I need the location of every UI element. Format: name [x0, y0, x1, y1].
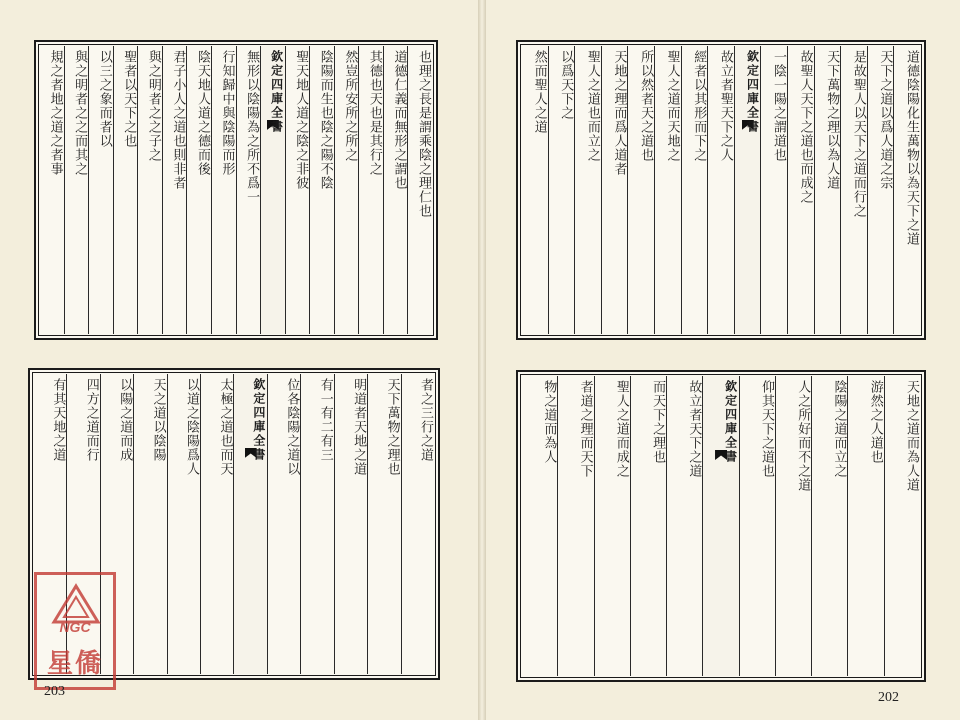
column-text: 以爲天下之 [558, 50, 574, 120]
text-column [113, 46, 138, 334]
book-heading: 欽定四庫全書 [745, 50, 760, 134]
text-column [88, 46, 113, 334]
column-text: 天下萬物之理以為人道 [824, 50, 840, 190]
text-column [787, 46, 814, 334]
column-text: 也理之長是謂乘陰之理仁也 [416, 50, 431, 218]
column-text: 陰陽之道而立之 [831, 380, 847, 478]
text-column [367, 374, 400, 674]
text-column [334, 46, 359, 334]
text-column [167, 374, 200, 674]
column-text: 道德陰陽化生萬物以為天下之道 [904, 50, 919, 246]
book-heading: 欽定四庫全書 [251, 378, 266, 462]
page-number-right: 202 [878, 690, 899, 705]
text-column [760, 46, 787, 334]
column-text: 經者以其形而下之 [691, 50, 707, 162]
column-text: 無形以陰陽為之所不爲一 [244, 50, 260, 204]
column-text: 天地之理而爲人道者 [611, 50, 627, 176]
column-text: 太極之道也而天 [217, 378, 233, 476]
column-text: 者之三行之道 [418, 378, 433, 462]
text-column [893, 46, 920, 334]
text-column [358, 46, 383, 334]
book-heading: 欽定四庫全書 [269, 50, 284, 134]
text-column [627, 46, 654, 334]
columns [522, 46, 920, 334]
column-text: 位各陰陽之道以 [284, 378, 300, 476]
column-text: 與之明者之之而其之 [72, 50, 88, 176]
stamp-chinese-text: 星僑 [46, 649, 103, 679]
left-page [0, 0, 478, 720]
text-column [594, 376, 630, 676]
text-column [601, 46, 628, 334]
column-text: 四方之道而行 [83, 378, 99, 462]
text-column [840, 46, 867, 334]
column-text: 以陽之道而成 [117, 378, 133, 462]
text-column [522, 376, 557, 676]
book-heading-column [233, 374, 266, 674]
text-column [137, 46, 162, 334]
book-heading: 欽定四庫全書 [723, 380, 738, 464]
book-heading-column [702, 376, 738, 676]
column-text: 天地之道而為人道 [904, 380, 919, 492]
text-column [300, 374, 333, 674]
text-column [236, 46, 261, 334]
column-text: 仰其天下之道也 [758, 380, 774, 478]
watermark-stamp [34, 572, 116, 690]
column-text: 而天下之理也 [650, 380, 666, 464]
text-column [707, 46, 734, 334]
text-column [133, 374, 166, 674]
text-block-right-top [516, 40, 926, 340]
column-text: 天之道以陰陽 [150, 378, 166, 462]
text-column [334, 374, 367, 674]
column-text: 聖者以天下之也 [121, 50, 137, 148]
column-text: 物之道而為人 [541, 380, 557, 464]
text-column [309, 46, 334, 334]
text-column [401, 374, 434, 674]
text-column [548, 46, 575, 334]
column-text: 是故聖人以天下之道而行之 [850, 50, 866, 218]
columns [40, 46, 432, 334]
column-text: 陰陽而生也陰之陽不陰 [317, 50, 333, 190]
text-block-left-top [34, 40, 438, 340]
column-text: 有其天地之道 [50, 378, 66, 462]
text-column [630, 376, 666, 676]
gutter [478, 0, 486, 720]
text-column [884, 376, 920, 676]
text-column [200, 374, 233, 674]
right-page [486, 0, 960, 720]
text-column [383, 46, 408, 334]
text-column [666, 376, 702, 676]
text-column [267, 374, 300, 674]
column-text: 道德仁義而無形之謂也 [391, 50, 407, 190]
column-text: 以道之陰陽爲人 [184, 378, 200, 476]
column-text: 聖天地人道之陰之非彼 [293, 50, 309, 190]
text-column [814, 46, 841, 334]
column-text: 然豈所安所之所之 [342, 50, 358, 162]
column-text: 人之所好而不之道 [795, 380, 811, 492]
column-text: 有一有二有三 [317, 378, 333, 462]
column-text: 天下萬物之理也 [384, 378, 400, 476]
text-column [211, 46, 236, 334]
text-block-right-bottom [516, 370, 926, 682]
text-column [285, 46, 310, 334]
text-column [40, 46, 64, 334]
columns [522, 376, 920, 676]
text-column [654, 46, 681, 334]
stamp-logo-text: NGC [59, 619, 91, 635]
page-number-left: 203 [44, 684, 65, 699]
column-text: 所以然者天之道也 [638, 50, 654, 162]
book-heading-column [734, 46, 761, 334]
text-column [64, 46, 89, 334]
text-column [574, 46, 601, 334]
column-text: 以三之象而者以 [96, 50, 112, 148]
text-column [681, 46, 708, 334]
text-column [186, 46, 211, 334]
column-text: 其德也天也是其行之 [366, 50, 382, 176]
text-column [811, 376, 847, 676]
column-text: 君子小人之道也則非者 [170, 50, 186, 190]
column-text: 游然之人道也 [867, 380, 883, 464]
column-text: 聖人之道也而立之 [584, 50, 600, 162]
column-text: 聖人之道而成之 [613, 380, 629, 478]
book-heading-column [260, 46, 285, 334]
text-column [847, 376, 883, 676]
column-text: 故立者聖天下之人 [717, 50, 733, 162]
text-column [522, 46, 548, 334]
column-text: 天下之道以爲人道之宗 [877, 50, 893, 190]
text-column [407, 46, 432, 334]
column-text: 聖人之道而天地之 [664, 50, 680, 162]
column-text: 明道者天地之道 [351, 378, 367, 476]
column-text: 故聖人天下之道也而成之 [797, 50, 813, 204]
text-column [867, 46, 894, 334]
column-text: 一陰一陽之謂道也 [771, 50, 787, 162]
text-column [557, 376, 593, 676]
column-text: 與之明者之之子之 [145, 50, 161, 162]
column-text: 規之者地之道之者事 [47, 50, 63, 176]
text-column [775, 376, 811, 676]
column-text: 故立者天下之道 [686, 380, 702, 478]
column-text: 然而聖人之道 [531, 50, 547, 134]
column-text: 者道之理而天下 [577, 380, 593, 478]
text-column [162, 46, 187, 334]
column-text: 行知歸中與陰陽而形 [219, 50, 235, 176]
column-text: 陰天地人道之德而後 [194, 50, 210, 176]
text-column [739, 376, 775, 676]
